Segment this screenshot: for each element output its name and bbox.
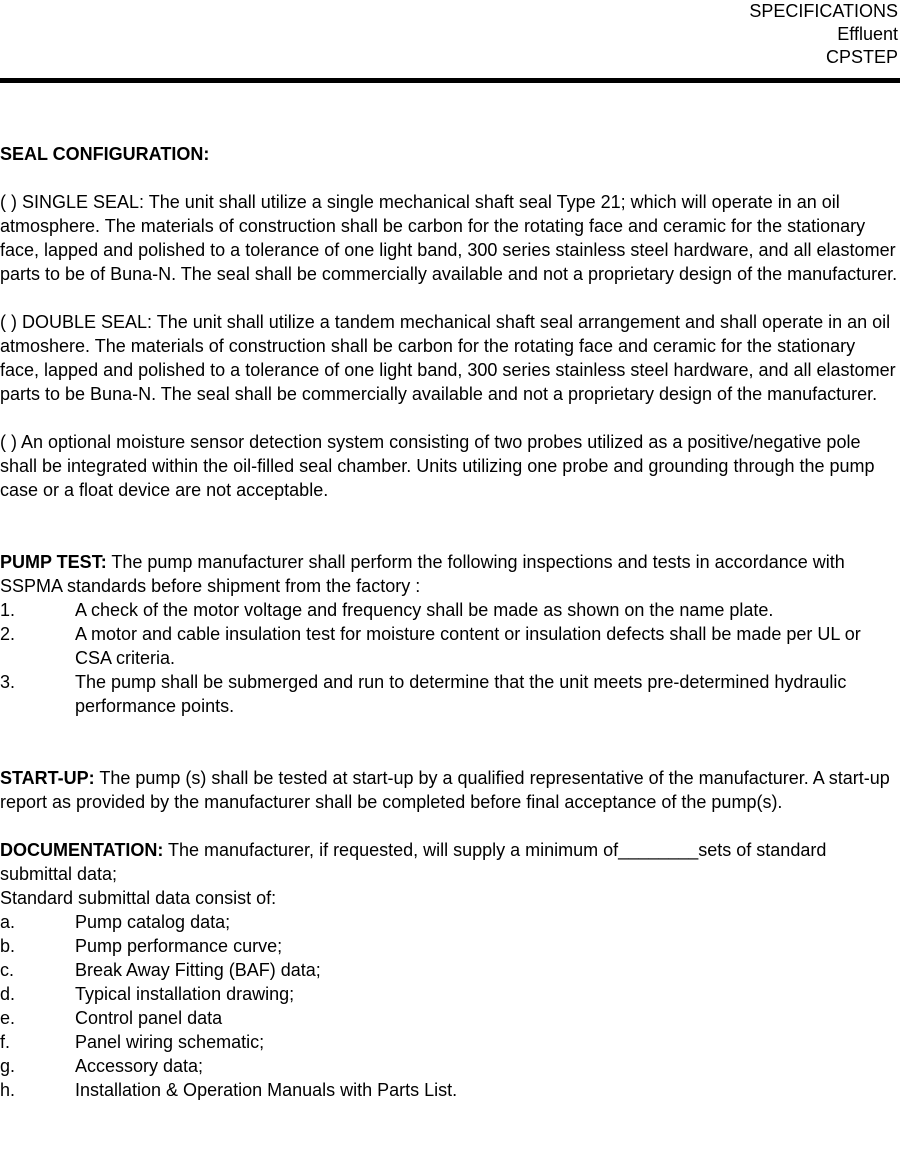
document-header bbox=[749, 0, 898, 69]
list-item: g. Accessory data; bbox=[0, 1056, 204, 1076]
startup-text: The pump (s) shall be tested at start-up by a qualified representative of the manufacturer. A start-up report as provided by the manufacturer shall be completed before final acceptance of the pump(s). bbox=[0, 768, 890, 812]
moisture-sensor-paragraph: ( ) An optional moisture sensor detection system consisting of two probes utilized as a positive/negative pole shall be integrated within the oil-filled seal chamber. Units utilizing one probe and grounding through the pump case or a float device are not acceptable. bbox=[0, 432, 875, 500]
list-item: a. Pump catalog data; bbox=[0, 912, 231, 932]
list-item: f. Panel wiring schematic; bbox=[0, 1032, 265, 1052]
pump-test-heading: PUMP TEST: bbox=[0, 552, 107, 572]
list-item: 3. The pump shall be submerged and run to determine that the unit meets pre-determined hydraulic performance points. bbox=[0, 672, 847, 716]
list-item: d. Typical installation drawing; bbox=[0, 984, 295, 1004]
startup-paragraph bbox=[0, 766, 898, 814]
seal-heading: SEAL CONFIGURATION: bbox=[0, 144, 210, 164]
double-seal-paragraph: ( ) DOUBLE SEAL: The unit shall utilize a tandem mechanical shaft seal arrangement and shall operate in an oil atmoshere. The materials of construction shall be carbon for the rotating face and ceramic for the stationary face, lapped and polished to a tolerance of one light band, 300 series stainless steel hardware, and all elastomer parts to be Buna-N. The seal shall be commercially available and not a proprietary design of the manufacturer. bbox=[0, 312, 896, 404]
documentation-paragraph bbox=[0, 838, 898, 886]
pump-test-paragraph bbox=[0, 550, 898, 598]
header-divider bbox=[0, 78, 900, 83]
document-body bbox=[0, 142, 898, 1102]
documentation-heading: DOCUMENTATION: bbox=[0, 840, 164, 860]
pump-test-intro: The pump manufacturer shall perform the following inspections and tests in accordance with SSPMA standards before shipment from the factory : bbox=[0, 552, 845, 596]
list-item: b. Pump performance curve; bbox=[0, 936, 283, 956]
header-code: CPSTEP bbox=[825, 47, 898, 67]
list-item: 1. A check of the motor voltage and frequency shall be made as shown on the name plate. bbox=[0, 600, 774, 620]
documentation-consist: Standard submittal data consist of: bbox=[0, 888, 277, 908]
list-item: e. Control panel data bbox=[0, 1008, 223, 1028]
header-subtitle: Effluent bbox=[837, 24, 898, 44]
documentation-text: The manufacturer, if requested, will supply a minimum of________sets of standard submittal data; bbox=[0, 840, 827, 884]
startup-heading: START-UP: bbox=[0, 768, 95, 788]
header-title: SPECIFICATIONS bbox=[749, 1, 898, 21]
list-item: c. Break Away Fitting (BAF) data; bbox=[0, 960, 321, 980]
list-item: 2. A motor and cable insulation test for moisture content or insulation defects shall be made per UL or CSA criteria. bbox=[0, 624, 861, 668]
list-item: h. Installation & Operation Manuals with Parts List. bbox=[0, 1080, 458, 1100]
single-seal-paragraph: ( ) SINGLE SEAL: The unit shall utilize a single mechanical shaft seal Type 21; which will operate in an oil atmosphere. The materials of construction shall be carbon for the rotating face and ceramic for the stationary face, lapped and polished to a tolerance of one light band, 300 series stainless steel hardware, and all elastomer parts to be of Buna-N. The seal shall be commercially available and not a proprietary design of the manufacturer. bbox=[0, 192, 898, 284]
